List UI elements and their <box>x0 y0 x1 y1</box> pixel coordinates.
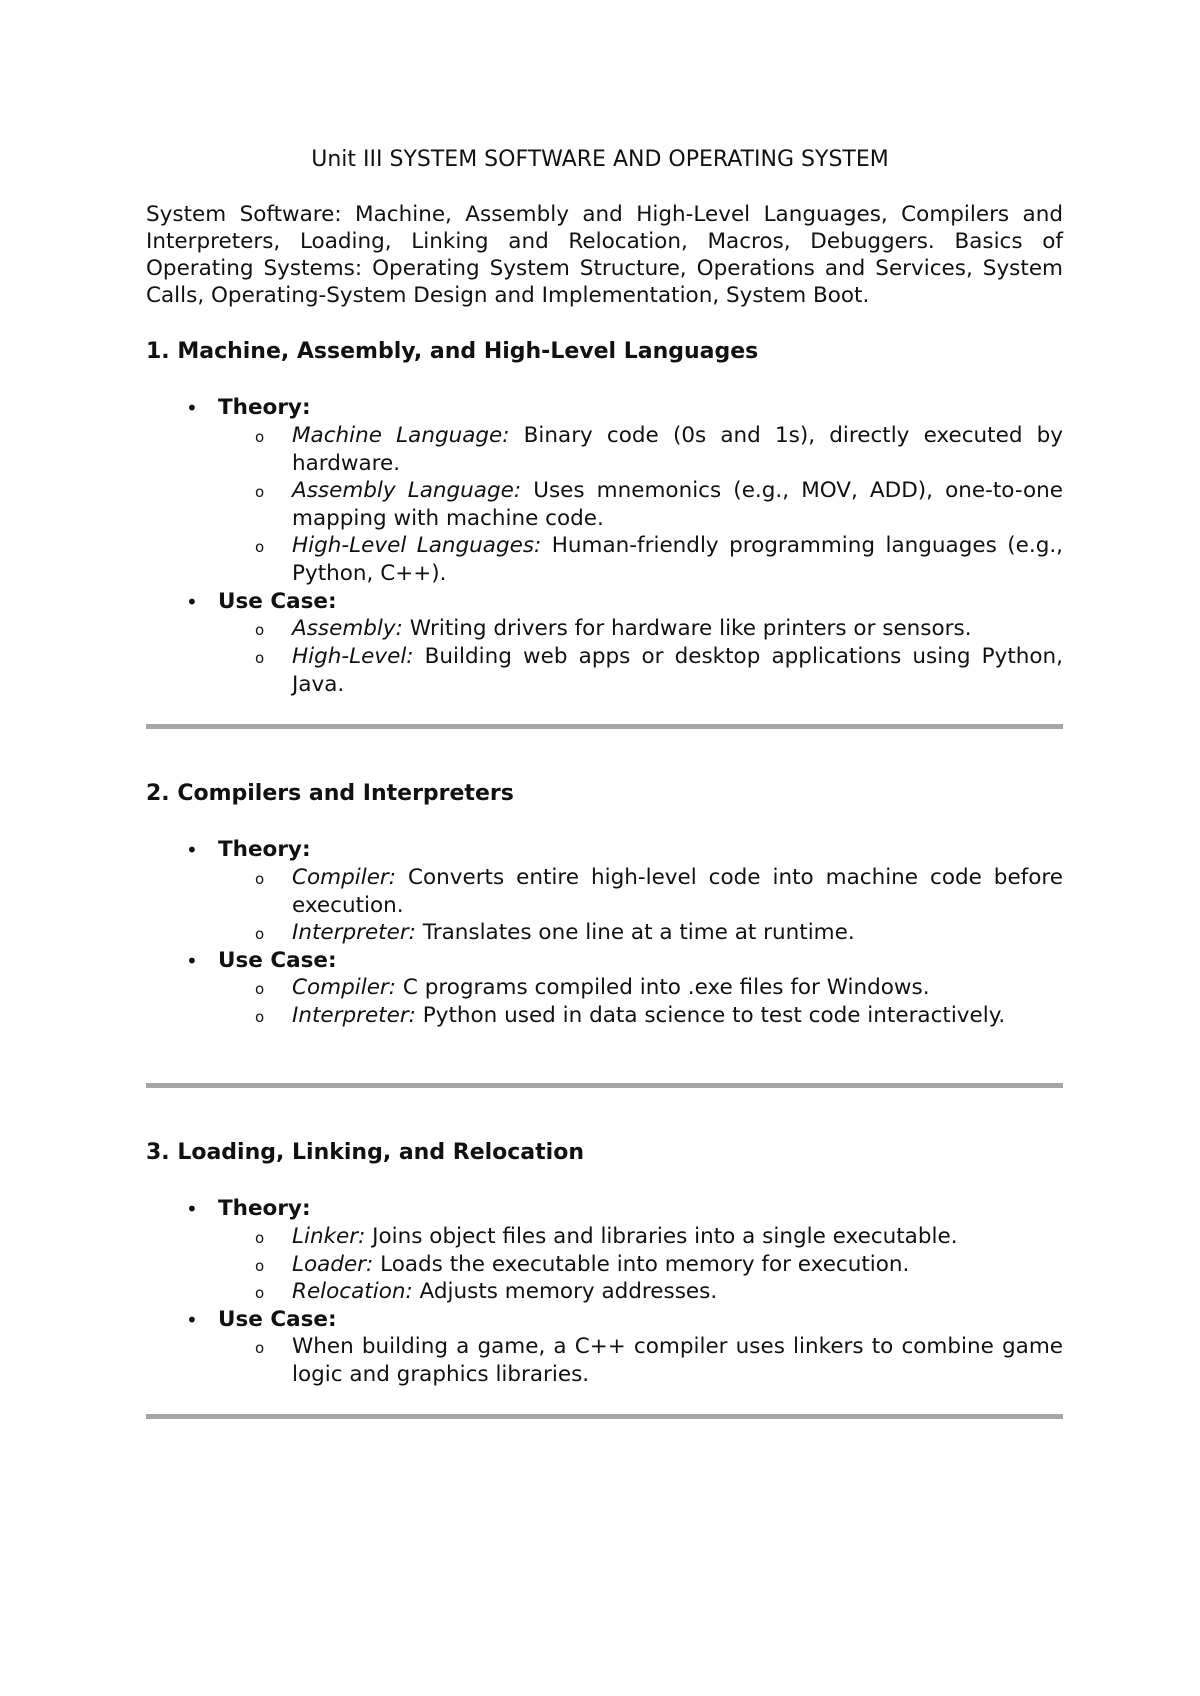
page-title: Unit III SYSTEM SOFTWARE AND OPERATING SYSTEM <box>311 147 889 172</box>
item-term: Assembly: <box>292 616 403 641</box>
sub-bullet-marker: o <box>255 1339 265 1357</box>
item-text: Joins object files and libraries into a single executable. <box>365 1224 958 1249</box>
item-term: Linker: <box>292 1224 366 1249</box>
intro-paragraph: System Software: Machine, Assembly and High-Level Languages, Compilers and Interpreters, Loading, Linking and Relocation, Macros, Debuggers. Basics of Operating Systems: Operating System Structure, Operations and Services, System Calls, Operating-System Design and Implementation, System Boot. <box>146 202 1063 308</box>
item-text: Converts entire high-level code into machine code before execution. <box>292 865 1063 918</box>
list-item <box>292 422 1063 477</box>
bullet-marker: • <box>186 590 198 614</box>
sub-bullet-marker: o <box>255 621 265 639</box>
sub-bullet-marker: o <box>255 649 265 667</box>
list-item <box>292 864 1063 919</box>
bullet-marker: • <box>186 396 198 420</box>
list-item <box>292 1002 1063 1030</box>
item-term: Relocation: <box>292 1279 413 1304</box>
sub-bullet-marker: o <box>255 428 265 446</box>
section-divider <box>146 1083 1063 1088</box>
usecase-label: Use Case: <box>218 1307 337 1332</box>
list-item <box>292 477 1063 532</box>
list-item <box>292 615 1063 643</box>
bullet-marker: • <box>186 1197 198 1221</box>
sub-bullet-marker: o <box>255 1229 265 1247</box>
list-item <box>292 1251 1063 1279</box>
item-text: Adjusts memory addresses. <box>412 1279 718 1304</box>
usecase-label: Use Case: <box>218 589 337 614</box>
item-text: Python used in data science to test code interactively. <box>415 1003 1006 1028</box>
section-heading: 2. Compilers and Interpreters <box>146 781 514 806</box>
item-term: Compiler: <box>292 975 397 1000</box>
sub-bullet-marker: o <box>255 483 265 501</box>
item-term: Machine Language: <box>292 423 510 448</box>
section-heading: 1. Machine, Assembly, and High-Level Languages <box>146 339 759 364</box>
sub-bullet-marker: o <box>255 1257 265 1275</box>
item-text: When building a game, a C++ compiler uses linkers to combine game logic and graphics libraries. <box>292 1334 1063 1387</box>
item-text: Writing drivers for hardware like printers or sensors. <box>402 616 972 641</box>
item-term: Interpreter: <box>292 920 416 945</box>
item-term: Assembly Language: <box>292 478 522 503</box>
theory-label: Theory: <box>218 837 311 862</box>
sub-bullet-marker: o <box>255 870 265 888</box>
theory-label: Theory: <box>218 1196 311 1221</box>
sub-bullet-marker: o <box>255 925 265 943</box>
list-item <box>292 919 1063 947</box>
item-term: High-Level: <box>292 644 414 669</box>
item-term: Loader: <box>292 1252 374 1277</box>
section-divider <box>146 1414 1063 1419</box>
item-text: Translates one line at a time at runtime. <box>415 920 855 945</box>
list-item <box>292 532 1063 587</box>
sub-bullet-marker: o <box>255 1008 265 1026</box>
sub-bullet-marker: o <box>255 980 265 998</box>
section-heading: 3. Loading, Linking, and Relocation <box>146 1140 584 1165</box>
bullet-marker: • <box>186 838 198 862</box>
item-term: High-Level Languages: <box>292 533 542 558</box>
bullet-marker: • <box>186 949 198 973</box>
bullet-marker: • <box>186 1308 198 1332</box>
theory-label: Theory: <box>218 395 311 420</box>
item-text: Loads the executable into memory for execution. <box>373 1252 910 1277</box>
item-text: C programs compiled into .exe files for Windows. <box>396 975 930 1000</box>
sub-bullet-marker: o <box>255 1284 265 1302</box>
item-text: Uses mnemonics (e.g., MOV, ADD), one-to-one mapping with machine code. <box>292 478 1064 531</box>
item-term: Compiler: <box>292 865 397 890</box>
section-divider <box>146 724 1063 729</box>
list-item <box>292 1223 1063 1251</box>
list-item <box>292 974 1063 1002</box>
item-text: Human-friendly programming languages (e.g., Python, C++). <box>292 533 1064 586</box>
list-item <box>292 1333 1063 1388</box>
sub-bullet-marker: o <box>255 538 265 556</box>
item-text: Binary code (0s and 1s), directly executed by hardware. <box>292 423 1063 476</box>
item-text: Building web apps or desktop applications using Python, Java. <box>292 644 1063 697</box>
usecase-label: Use Case: <box>218 948 337 973</box>
list-item <box>292 643 1063 698</box>
list-item <box>292 1278 1063 1306</box>
item-term: Interpreter: <box>292 1003 416 1028</box>
